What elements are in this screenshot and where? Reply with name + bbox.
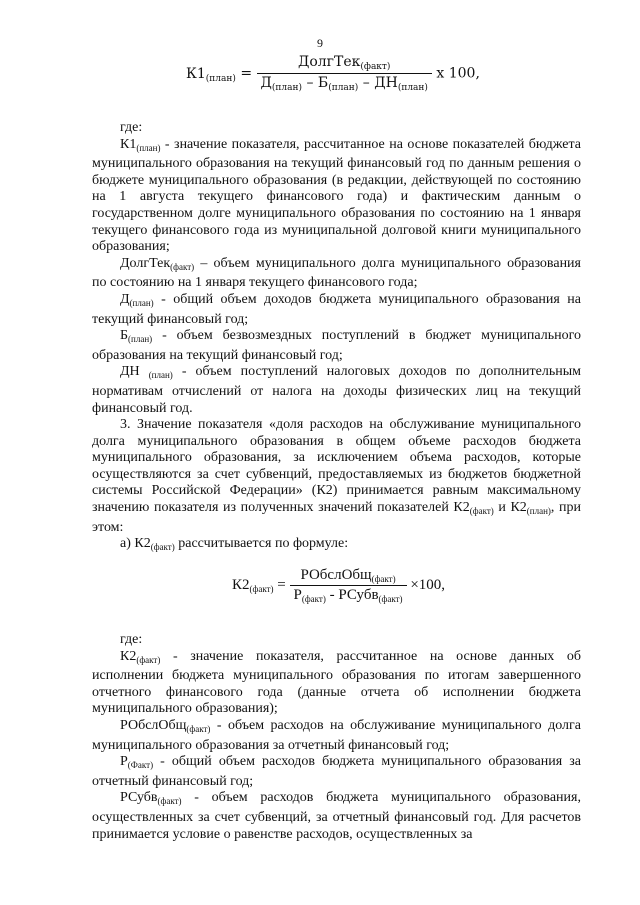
definitions-block-1 (92, 120, 581, 556)
definition-item: ДолгТек$_{(факт)}$ – объем муниципального долга муниципального образования по состоянию на 1 января текущего финансового года; (92, 255, 581, 291)
formula-numerator: РОбслОбщ$_{(факт)}$ (300, 567, 396, 584)
formula-lhs: $К1_{(план)}$ (186, 65, 236, 84)
formula-denominator: $Р_{(факт)}$ - РСубв$_{(факт)}$ (290, 585, 407, 604)
formula-fraction (257, 54, 432, 93)
formula-k2-fact (232, 567, 445, 604)
definition-item: $Д_{(план)}$ - общий объем доходов бюджета муниципального образования на текущий финансовый год; (92, 291, 581, 327)
equals-sign: = (277, 576, 286, 593)
definition-item: $Б_{(план)}$ - объем безвозмездных поступлений в бюджет муниципального образования на текущий финансовый год; (92, 328, 581, 363)
paragraph-3: 3. Значение показателя «доля расходов на обслуживание муниципального долга муниципального образования в общем объеме расходов бюджета муниципального образования, за исключением объема расходов, которые осуществляются за счет субвенций, предоставляемых из бюджетов бюджетной системы Российской Федерации» (К2) принимается равным максимальному значению показателя из полученных значений показателей $К2_{(факт)}$ и $К2_{(план)}$, при этом: (92, 417, 581, 535)
formula-numerator: ДолгТек$_{(факт)}$ (297, 54, 391, 72)
formula-multiplier: x 100, (436, 65, 480, 82)
page-number: 9 (317, 36, 323, 50)
where-label: где: (120, 120, 143, 135)
definition-item: РСубв$_{(факт)}$ - объем расходов бюджета муниципального образования, осуществленных за счет субвенций, за отчетный финансовый год. Для расчетов принимается условие о равенстве расходов, осуществленных за (92, 790, 581, 842)
definition-item: ДН $_{(план)}$ - объем поступлений налоговых доходов по дополнительным нормативам отчислений от налога на доходы физических лиц на текущий финансовый год. (92, 364, 581, 416)
formula-k1-plan (186, 54, 480, 93)
equals-sign: = (240, 65, 253, 82)
formula-lhs: $К2_{(факт)}$ (232, 576, 274, 594)
where-label: где: (120, 632, 143, 647)
formula-denominator: $Д_{(план)} - Б_{(план)} - ДН_{(план)}$ (257, 73, 432, 93)
item-a: а) $К2_{(факт)}$ рассчитывается по формуле: (120, 536, 349, 553)
definition-item: РОбслОбщ$_{(факт)}$ - объем расходов на обслуживание муниципального долга муниципального образования за отчетный финансовый год; (92, 717, 581, 753)
formula-fraction (290, 567, 407, 604)
definitions-block-2 (92, 632, 581, 843)
formula-multiplier: ×100, (410, 576, 446, 593)
definition-item: $К1_{(план)}$ - значение показателя, рассчитанное на основе показателей бюджета муниципального образования на текущий финансовый год по данным решения о бюджете муниципального образования (в редакции, действующей по состоянию на 1 августа текущего финансового года) и фактическим данным о государственном долге муниципального образования по состоянию на 1 января текущего финансового года из муниципальной долговой книги муниципального образования; (92, 136, 581, 255)
definition-item: $Р_{(Факт)}$ - общий объем расходов бюджета муниципального образования за отчетный финансовый год; (92, 754, 581, 789)
definition-item: $К2_{(факт)}$ - значение показателя, рассчитанное на основе данных об исполнении бюджета муниципального образования по итогам завершенного отчетного финансового года (данные отчета об исполнении бюджета муниципального образования); (92, 648, 581, 717)
